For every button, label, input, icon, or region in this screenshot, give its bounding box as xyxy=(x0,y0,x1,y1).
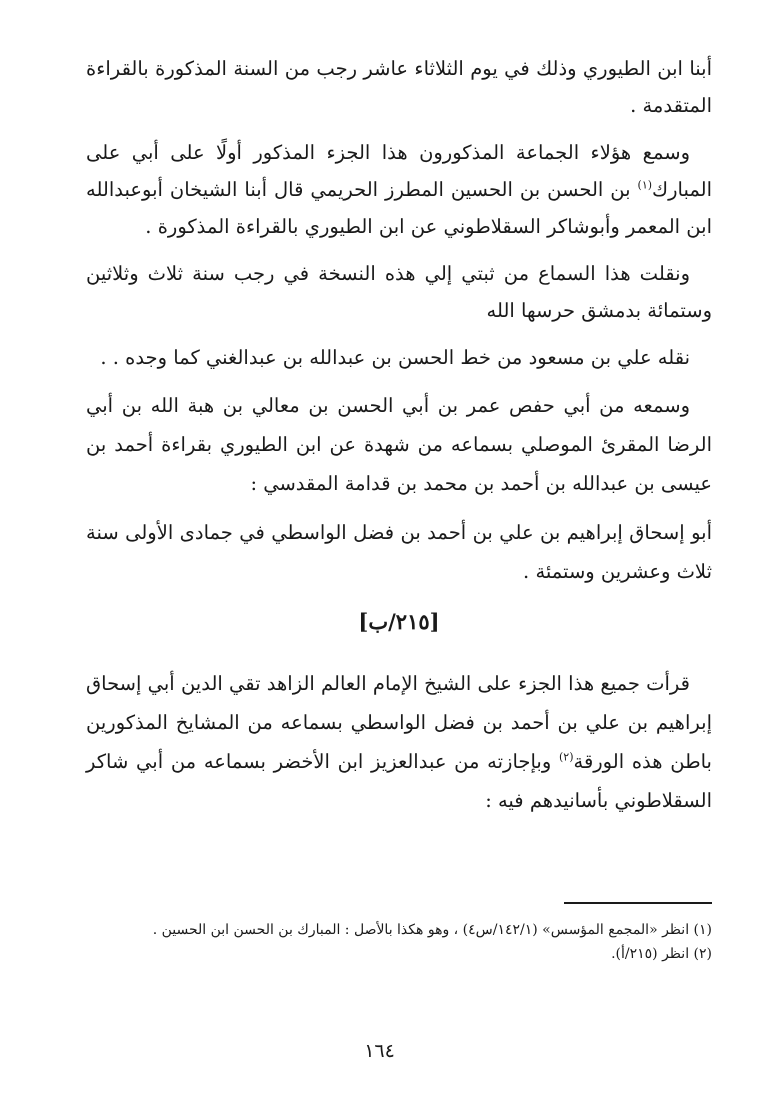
paragraph-4: نقله علي بن مسعود من خط الحسن بن عبدالله بن عبدالغني كما وجده . . xyxy=(100,346,690,369)
closing-paragraph-text-b: وبإجازته من عبدالعزيز ابن الأخضر بسماعه من أبي شاكر السقلاطوني بأسانيدهم فيه : xyxy=(86,750,712,812)
footnote-ref-2[interactable]: (٢) xyxy=(558,750,574,764)
paragraph-2 xyxy=(86,134,712,245)
closing-paragraph xyxy=(86,664,712,820)
paragraph-1: أبنا ابن الطيوري وذلك في يوم الثلاثاء عاشر رجب من السنة المذكورة بالقراءة المتقدمة . xyxy=(86,57,712,117)
footnotes xyxy=(86,902,712,966)
main-text xyxy=(86,40,712,830)
footnote-1: (١) انظر «المجمع المؤسس» (١٤٢/١/س٤) ، وهو هكذا بالأصل : المبارك بن الحسن ابن الحسين . xyxy=(152,922,712,938)
footnote-2: (٢) انظر (٢١٥/أ). xyxy=(611,946,712,962)
paragraph-5: وسمعه من أبي حفص عمر بن أبي الحسن بن معالي بن هبة الله بن أبي الرضا المقرئ الموصلي بسماعه من شهدة عن ابن الطيوري بقراءة أحمد بن عيسى بن عبدالله بن أحمد بن محمد بن قدامة المقدسي : xyxy=(86,394,712,495)
closing-paragraph-text-a: قرأت جميع هذا الجزء على الشيخ الإمام العالم الزاهد تقي الدين أبي إسحاق إبراهيم بن علي بن أحمد بن فضل الواسطي بسماعه من المشايخ المذكورين باطن هذه الورقة xyxy=(86,672,712,773)
paragraph-3: ونقلت هذا السماع من ثبتي إلي هذه النسخة في رجب سنة ثلاث وثلاثين وستمائة بدمشق حرسها الله xyxy=(86,262,712,322)
page-number: ١٦٤ xyxy=(364,1040,395,1062)
footnote-ref-1[interactable]: (١) xyxy=(637,178,653,192)
paragraph-6: أبو إسحاق إبراهيم بن علي بن أحمد بن فضل الواسطي في جمادى الأولى سنة ثلاث وعشرين وستمئة . xyxy=(86,521,712,583)
paragraph-2-text-b: بن الحسن بن الحسين المطرز الحريمي قال أبنا الشيخان أبوعبدالله ابن المعمر وأبوشاكر السقلاطوني عن ابن الطيوري بالقراءة المذكورة . xyxy=(86,178,712,238)
folio-marker: [٢١٥/ب] xyxy=(358,609,440,634)
paragraph-2-text-a: وسمع هؤلاء الجماعة المذكورون هذا الجزء المذكور أولًا على أبي على المبارك xyxy=(86,141,712,201)
footnote-divider xyxy=(564,902,712,904)
